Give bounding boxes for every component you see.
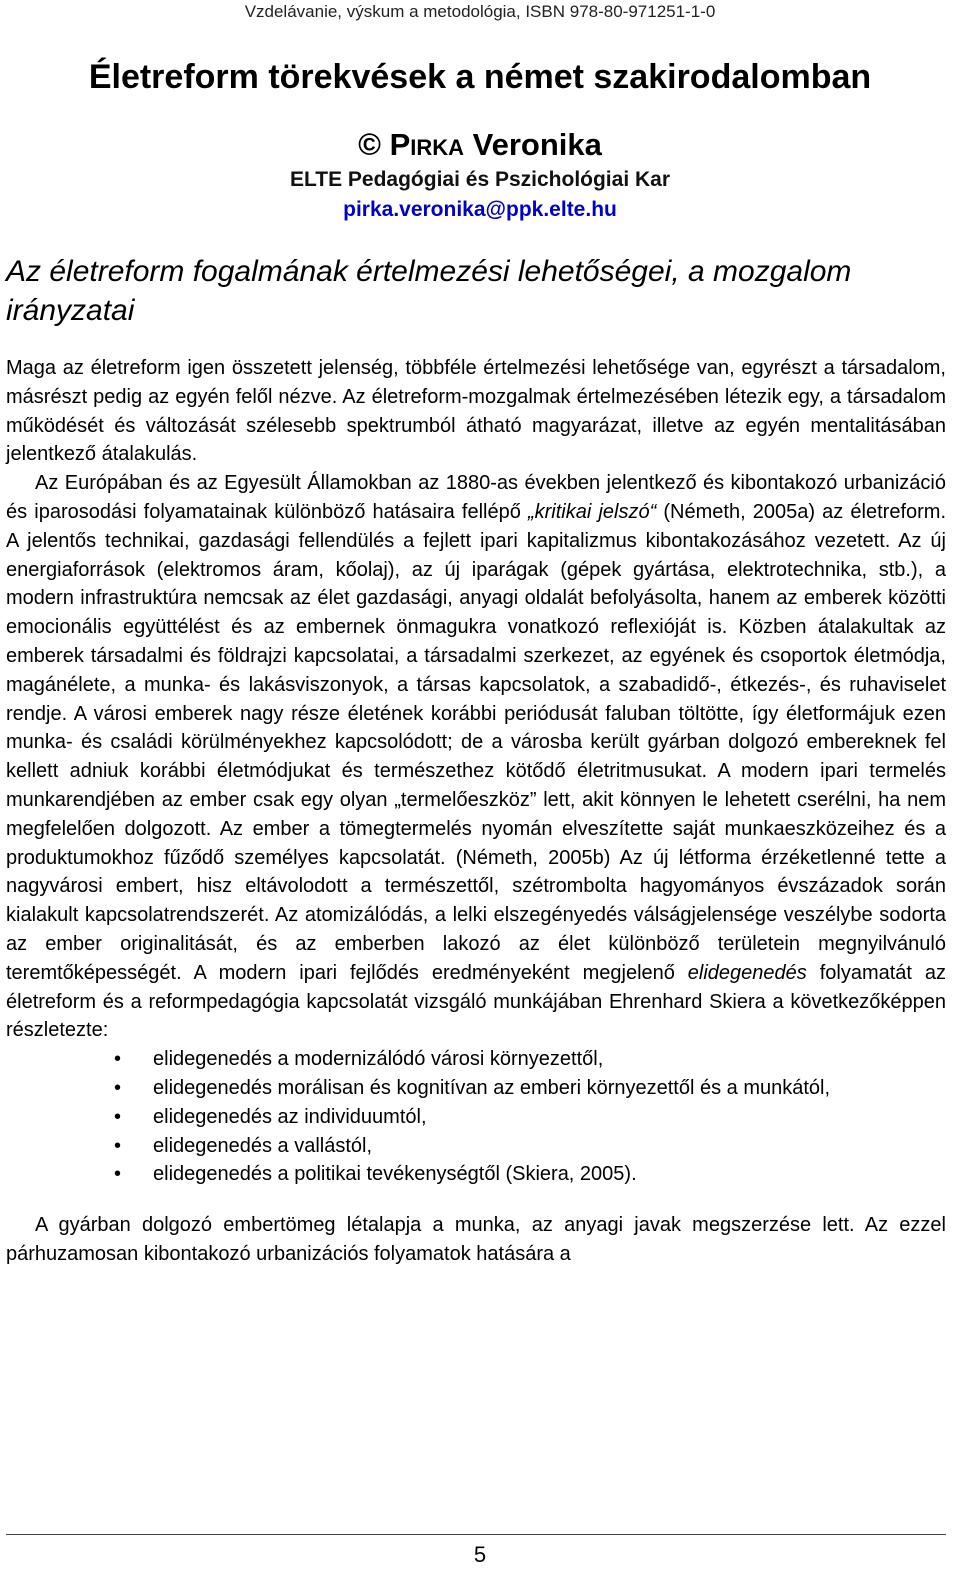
- list-item: • elidegenedés a vallástól,: [6, 1132, 946, 1161]
- bullet-list: [6, 1045, 946, 1189]
- bullet-icon: •: [114, 1076, 122, 1099]
- author-line: [0, 125, 960, 168]
- page-title: Életreform törekvések a német szakirodalomban: [88, 58, 872, 96]
- body-text: [6, 354, 946, 1269]
- footer-divider: [6, 1534, 946, 1535]
- section-heading: Az életreform fogalmának értelmezési lehetőségei, a mozgalom irányzatai: [6, 255, 852, 327]
- list-item: • elidegenedés morálisan és kognitívan az emberi környezettől és a munkától,: [6, 1074, 946, 1103]
- italic-term: elidegenedés: [687, 961, 807, 984]
- bullet-icon: •: [114, 1048, 122, 1071]
- italic-quote: „kritikai jelszó“: [527, 500, 657, 523]
- author-given-name: Veronika: [472, 127, 602, 162]
- email-link[interactable]: pirka.veronika@ppk.elte.hu: [343, 198, 617, 221]
- paragraph-1: Maga az életreform igen összetett jelenség, többféle értelmezési lehetősége van, egyrészt a társadalom, másrészt pedig az egyén felől nézve. Az életreform-mozgalmak értelmezésében létezik egy, a társadalom működését és változását szélesebb spektrumból átható magyarázat, illetve az egyén mentalitásában jelentkező átalakulás.: [6, 357, 946, 466]
- affiliation: ELTE Pedagógiai és Pszichológiai Kar: [289, 168, 671, 191]
- list-item: • elidegenedés a politikai tevékenységtől (Skiera, 2005).: [6, 1160, 946, 1189]
- list-item: • elidegenedés a modernizálódó városi környezettől,: [6, 1045, 946, 1074]
- bullet-icon: •: [114, 1134, 122, 1157]
- list-item: • elidegenedés az individuumtól,: [6, 1103, 946, 1132]
- bullet-icon: •: [114, 1105, 122, 1128]
- running-header: Vzdelávanie, výskum a metodológia, ISBN 978-80-971251-1-0: [244, 2, 716, 21]
- page-number: 5: [473, 1542, 487, 1567]
- paragraph-2: Az Európában és az Egyesült Államokban az 1880-as években jelentkező és kibontakozó urbanizáció és iparosodási folyamatainak különböző hatásaira fellépő „kritikai jelszó“ (Németh, 2005a) az életreform. A jelentős technikai, gazdasági fellendülés a fejlett ipari kapitalizmus kibontakozásához vezetett. Az új energiaforrások (elektromos áram, kőolaj), az új iparágak (gépek gyártása, elektrotechnika, stb.), a modern infrastruktúra nemcsak az élet gazdasági, anyagi oldalát befolyásolta, hanem az emberek közötti emocionális együttélést és az embernek önmagukra vonatkozó reflexióját is. Közben átalakultak az emberek társadalmi és földrajzi kapcsolatai, a társadalmi szerkezet, az egyének és csoportok életmódja, magánélete, a munka- és lakásviszonyok, a társas kapcsolatok, a szabadidő-, étkezés-, és ruhaviselet rendje. A városi emberek nagy része életének korábbi periódusát faluban töltötte, így életformájuk ezen munka- és családi körülményekhez kapcsolódott; de a városba került gyárban dolgozó embereknek fel kellett adniuk korábbi életmódjukat és természethez kötődő életritmusukat. A modern ipari termelés munkarendjében az ember csak egy olyan „termelőeszköz” lett, akit könnyen le lehetett cserélni, ha nem megfelelően dolgozott. Az ember a tömegtermelés nyomán elveszítette saját munkaeszközeihez és a produktumokhoz fűződő személyes kapcsolatát. (Németh, 2005b) Az új létforma érzéketlenné tette a nagyvárosi embert, hisz eltávolodott a természettől, szétrombolta hagyományos évszázadok során kialakult kapcsolatrendszerét. Az atomizálódás, a lelki elszegényedés válságjelensége veszélybe sodorta az ember originalitását, és az emberben lakozó az élet különböző területein megnyilvánuló teremtőképességét. A modern ipari fejlődés eredményeként megjelenő elidegenedés folyamatát az életreform és a reformpedagógia kapcsolatát vizsgáló munkájában Ehrenhard Skiera a következőképpen részletezte:: [6, 472, 946, 1042]
- paragraph-3: A gyárban dolgozó embertömeg létalapja a munka, az anyagi javak megszerzése lett. Az ezzel párhuzamosan kibontakozó urbanizációs folyamatok hatására a: [6, 1214, 946, 1265]
- bullet-icon: •: [114, 1163, 122, 1186]
- author-family-name: PIRKA: [389, 127, 465, 162]
- copyright-symbol: ©: [358, 127, 381, 162]
